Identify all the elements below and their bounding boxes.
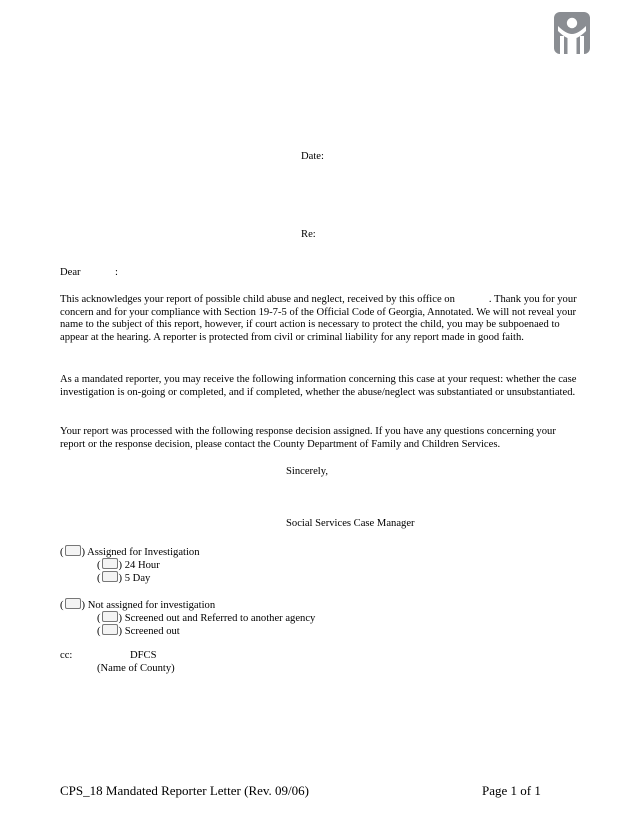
agency-logo [554,12,590,54]
not-assigned-label: Not assigned for investigation [87,600,216,611]
hour24-label: 24 Hour [124,560,160,571]
assigned-checkbox[interactable] [65,545,81,556]
screened-out-label: Screened out [124,626,180,637]
signature-title: Social Services Case Manager [286,518,415,529]
assigned-label: Assigned for Investigation [87,547,200,558]
salutation-colon: : [115,267,118,278]
checkbox-row-5-day: ( ) 5 Day [97,573,151,584]
cc-label: cc: [60,650,73,661]
paragraph-mandated-reporter: As a mandated reporter, you may receive the following information concerning this case at your request: whether the case investigation is on-going or completed, and if completed, whether the abuse/neglect was substantiated or unsubstantiated. [60,374,577,398]
screened-out-checkbox[interactable] [102,624,118,635]
not-assigned-checkbox[interactable] [65,598,81,609]
paragraph-acknowledgement [60,294,580,345]
referred-label: Screened out and Referred to another agency [124,613,316,624]
checkbox-row-24-hour: ( ) 24 Hour [97,560,160,571]
footer-form-id: CPS_18 Mandated Reporter Letter (Rev. 09/06) [60,783,309,798]
paragraph-acknowledgement-part1: This acknowledges your report of possible child abuse and neglect, received by this office on [60,294,455,305]
paragraph-response-decision: Your report was processed with the following response decision assigned. If you have any questions concerning your report or the response decision, please contact the County Department of Family and Children Services. [60,426,556,450]
checkbox-row-referred: ( ) Screened out and Referred to another agency [97,613,316,624]
hour24-checkbox[interactable] [102,558,118,569]
closing-sincerely: Sincerely, [286,466,328,477]
checkbox-row-assigned: ( ) Assigned for Investigation [60,547,200,558]
footer-page-number: Page 1 of 1 [482,783,541,798]
date-label: Date: [301,151,324,162]
referred-checkbox[interactable] [102,611,118,622]
cc-county: (Name of County) [97,663,175,674]
paragraph-acknowledgement-part2: . Thank you for your concern and for your compliance with Section 19-7-5 of the Official Code of Georgia, Annotated. We will not reveal your name to the subject of this report, however, if court action is necessary to protect the child, you may be subpoenaed to appear at the hearing. A reporter is protected from civil or criminal liability for any report made in good faith. [60,294,577,344]
cc-dfcs: DFCS [130,650,157,661]
checkbox-row-not-assigned: ( ) Not assigned for investigation [60,600,216,611]
day5-label: 5 Day [124,573,151,584]
salutation-dear: Dear [60,267,81,278]
checkbox-row-screened-out: ( ) Screened out [97,626,180,637]
day5-checkbox[interactable] [102,571,118,582]
re-label: Re: [301,229,316,240]
